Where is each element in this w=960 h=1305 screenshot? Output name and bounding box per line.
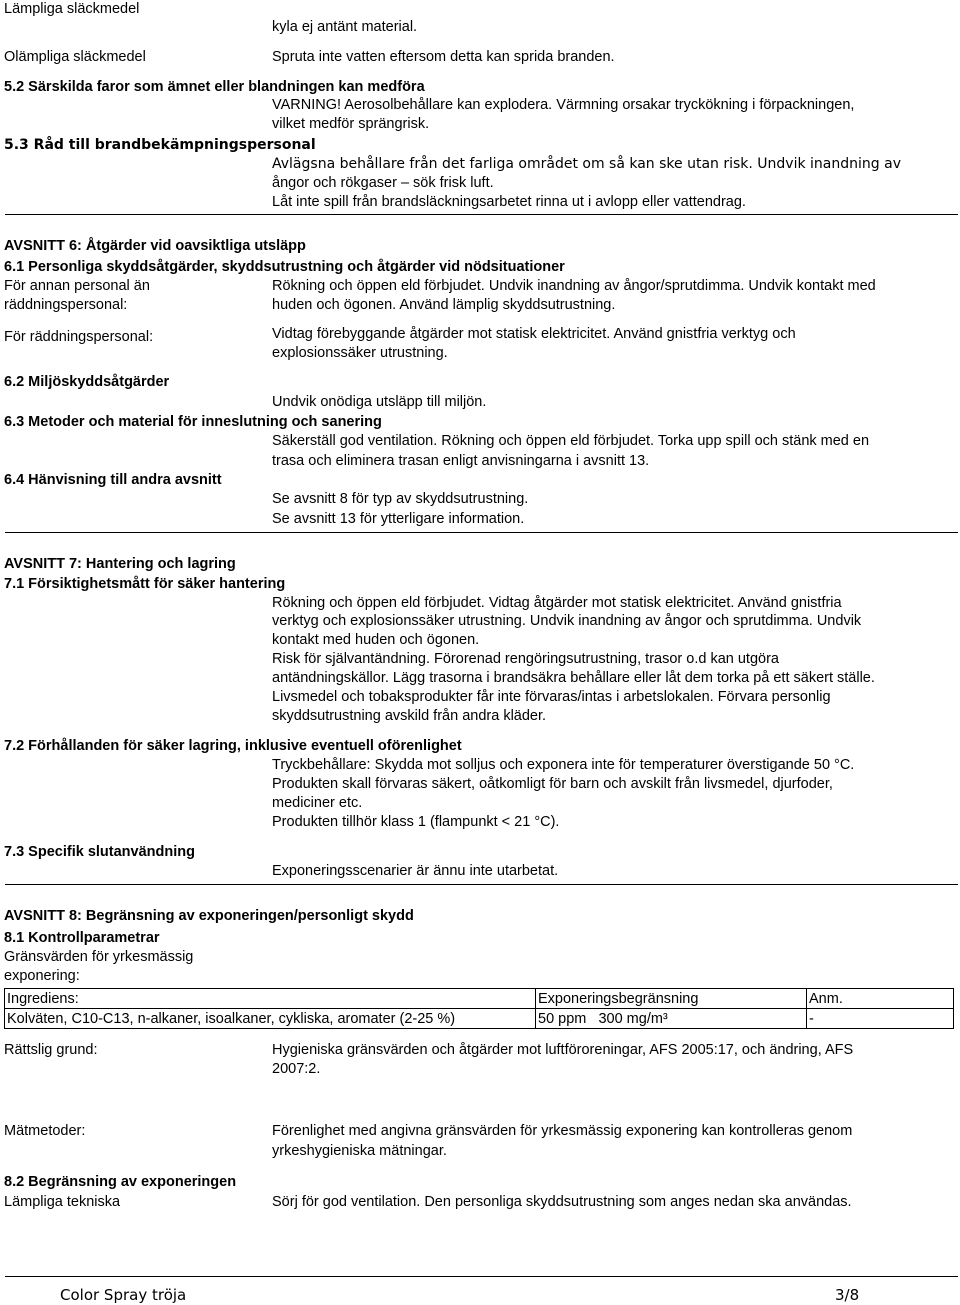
- text-7-2-line: Tryckbehållare: Skydda mot solljus och exponera inte för temperaturer överstigande 50 °C.: [272, 757, 855, 773]
- text-5-2-line-2: vilket medför sprängrisk.: [272, 116, 430, 132]
- table-cell: Kolväten, C10-C13, n-alkaner, isoalkaner, cykliska, aromater (2-25 %): [5, 1009, 536, 1029]
- section-divider: [5, 884, 958, 885]
- text-7-2-line: Produkten skall förvaras säkert, oåtkomligt för barn och avskilt från livsmedel, djurfoder,: [272, 776, 833, 792]
- limits-label-line-1: Gränsvärden för yrkesmässig: [4, 949, 194, 965]
- table-header: Anm.: [807, 989, 954, 1009]
- heading-6-1: 6.1 Personliga skyddsåtgärder, skyddsutrustning och åtgärder vid nödsituationer: [4, 259, 565, 275]
- heading-7-1: 7.1 Försiktighetsmått för säker hantering: [4, 576, 286, 592]
- footer-divider: [5, 1276, 958, 1277]
- heading-6-3: 6.3 Metoder och material för inneslutning och sanering: [4, 414, 382, 430]
- heading-7-3: 7.3 Specifik slutanvändning: [4, 844, 195, 860]
- non-emergency-text-line-2: huden och ögonen. Använd lämplig skyddsutrustning.: [272, 297, 616, 313]
- table-row: [5, 1009, 954, 1029]
- technical-controls-label: Lämpliga tekniska: [4, 1194, 121, 1210]
- table-header: Ingrediens:: [5, 989, 536, 1009]
- text-7-1-line: verktyg och explosionssäker utrustning. Undvik inandning av ångor och sprutdimma. Undvik: [272, 613, 862, 629]
- unsuitable-media-value: Spruta inte vatten eftersom detta kan sprida branden.: [272, 49, 615, 65]
- heading-8-2: 8.2 Begränsning av exponeringen: [4, 1174, 237, 1190]
- section-7-title: AVSNITT 7: Hantering och lagring: [4, 556, 236, 572]
- non-emergency-label-line-1: För annan personal än: [4, 278, 150, 294]
- text-6-4-line-1: Se avsnitt 8 för typ av skyddsutrustning.: [272, 491, 529, 507]
- heading-8-1: 8.1 Kontrollparametrar: [4, 930, 160, 946]
- text-7-2-line: mediciner etc.: [272, 795, 363, 811]
- text-7-2-line: Produkten tillhör klass 1 (flampunkt < 21 °C).: [272, 814, 560, 830]
- text-6-3-line-1: Säkerställ god ventilation. Rökning och öppen eld förbjudet. Torka upp spill och stänk med en: [272, 433, 870, 449]
- methods-line-1: Förenlighet med angivna gränsvärden för yrkesmässig exponering kan kontrolleras genom: [272, 1123, 853, 1139]
- emergency-text-line-1: Vidtag förebyggande åtgärder mot statisk elektricitet. Använd gnistfria verktyg och: [272, 326, 796, 342]
- text-5-3-line-1: Avlägsna behållare från det farliga området om så kan ske utan risk. Undvik inandning av: [272, 156, 901, 172]
- methods-line-2: yrkeshygieniska mätningar.: [272, 1143, 447, 1159]
- legal-basis-line-2: 2007:2.: [272, 1061, 321, 1077]
- text-7-1-line: skyddsutrustning avskild från andra kläder.: [272, 708, 547, 724]
- emergency-label: För räddningspersonal:: [4, 329, 154, 345]
- limits-label-line-2: exponering:: [4, 968, 80, 984]
- footer-page-number: 3/8: [835, 1286, 860, 1304]
- suitable-media-value: kyla ej antänt material.: [272, 19, 418, 35]
- text-7-1-line: Risk för självantändning. Förorenad rengöringsutrustning, trasor o.d kan utgöra: [272, 651, 779, 667]
- table-cell: -: [807, 1009, 954, 1029]
- unsuitable-media-label: Olämpliga släckmedel: [4, 49, 146, 65]
- section-8-title: AVSNITT 8: Begränsning av exponeringen/personligt skydd: [4, 908, 414, 924]
- text-5-3-line-2: ångor och rökgaser – sök frisk luft.: [272, 175, 494, 191]
- heading-7-2: 7.2 Förhållanden för säker lagring, inklusive eventuell oförenlighet: [4, 738, 462, 754]
- heading-6-4: 6.4 Hänvisning till andra avsnitt: [4, 472, 222, 488]
- legal-basis-label: Rättslig grund:: [4, 1042, 98, 1058]
- non-emergency-label-line-2: räddningspersonal:: [4, 297, 128, 313]
- heading-6-2: 6.2 Miljöskyddsåtgärder: [4, 374, 170, 390]
- text-7-1-line: kontakt med huden och ögonen.: [272, 632, 480, 648]
- legal-basis-line-1: Hygieniska gränsvärden och åtgärder mot luftföroreningar, AFS 2005:17, och ändring, AFS: [272, 1042, 854, 1058]
- suitable-media-label: Lämpliga släckmedel: [4, 1, 140, 17]
- text-5-2-line-1: VARNING! Aerosolbehållare kan explodera. Värmning orsakar tryckökning i förpackningen,: [272, 97, 855, 113]
- text-7-1-line: antändningskällor. Lägg trasorna i brandsäkra behållare eller låt dem torka på ett säkert ställe.: [272, 670, 875, 686]
- text-7-1-line: Rökning och öppen eld förbjudet. Vidtag åtgärder mot statisk elektricitet. Använd gnistfria: [272, 595, 842, 611]
- table-cell: 50 ppm 300 mg/m³: [536, 1009, 807, 1029]
- section-divider: [5, 532, 958, 533]
- text-6-3-line-2: trasa och eliminera trasan enligt anvisningarna i avsnitt 13.: [272, 453, 650, 469]
- text-5-3-line-3: Låt inte spill från brandsläckningsarbetet rinna ut i avlopp eller vattendrag.: [272, 194, 746, 210]
- heading-5-2: 5.2 Särskilda faror som ämnet eller blandningen kan medföra: [4, 79, 425, 95]
- text-7-3: Exponeringsscenarier är ännu inte utarbetat.: [272, 863, 559, 879]
- methods-label: Mätmetoder:: [4, 1123, 86, 1139]
- text-6-2: Undvik onödiga utsläpp till miljön.: [272, 394, 487, 410]
- table-header-row: [5, 989, 954, 1009]
- section-divider: [5, 214, 958, 215]
- footer-product-name: Color Spray tröja: [60, 1286, 187, 1304]
- text-7-1-line: Livsmedel och tobaksprodukter får inte förvaras/intas i arbetslokalen. Förvara personlig: [272, 689, 831, 705]
- technical-controls-text: Sörj för god ventilation. Den personliga skyddsutrustning som anges nedan ska användas.: [272, 1194, 852, 1210]
- non-emergency-text-line-1: Rökning och öppen eld förbjudet. Undvik inandning av ångor/sprutdimma. Undvik kontakt med: [272, 278, 876, 294]
- emergency-text-line-2: explosionssäker utrustning.: [272, 345, 448, 361]
- text-6-4-line-2: Se avsnitt 13 för ytterligare information.: [272, 511, 525, 527]
- heading-5-3: 5.3 Råd till brandbekämpningspersonal: [4, 137, 316, 153]
- section-6-title: AVSNITT 6: Åtgärder vid oavsiktliga utsläpp: [4, 238, 306, 254]
- table-header: Exponeringsbegränsning: [536, 989, 807, 1009]
- exposure-limits-table: [4, 988, 954, 1029]
